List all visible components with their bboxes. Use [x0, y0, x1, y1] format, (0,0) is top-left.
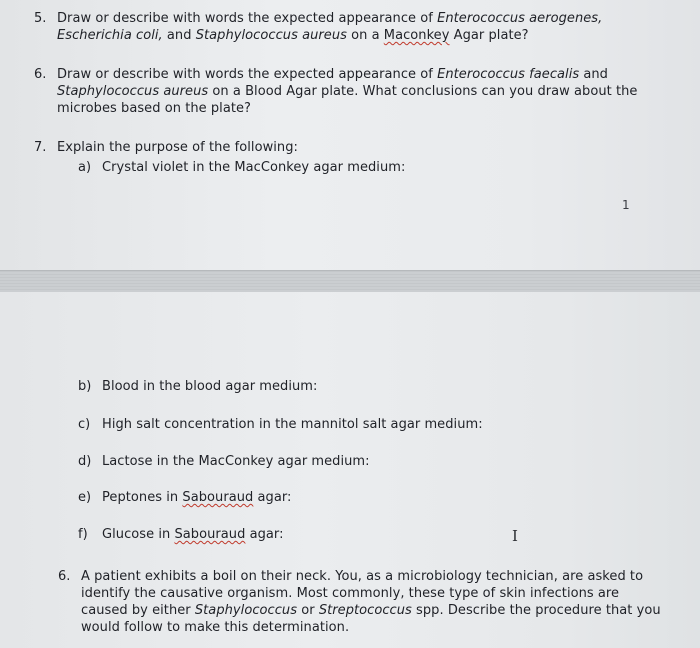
part-e-label: e) [78, 490, 92, 505]
question-6b-text: spp. Describe the procedure that you [411, 603, 661, 618]
spellcheck-word: Maconkey [383, 28, 450, 43]
part-e-text-end: agar: [253, 490, 292, 505]
part-d-label: d) [78, 454, 92, 469]
question-5-number: 5. [34, 11, 47, 26]
question-5-text: Agar plate? [449, 28, 529, 43]
question-6b-line-3 [81, 602, 661, 619]
question-5-line-2 [57, 27, 529, 44]
part-a-label: a) [78, 160, 92, 175]
part-c-label: c) [78, 417, 91, 432]
question-6-line-2 [57, 83, 637, 100]
part-c-text: High salt concentration in the mannitol salt agar medium: [102, 417, 483, 432]
part-f-label: f) [78, 527, 88, 542]
question-6-line-3: microbes based on the plate? [57, 101, 251, 116]
question-5-organism: Staphylococcus aureus [195, 28, 347, 43]
page-number: 1 [622, 198, 630, 212]
question-7-number: 7. [34, 140, 47, 155]
question-5-text: on a [346, 28, 384, 43]
question-6b-line-2: identify the causative organism. Most commonly, these type of skin infections are [81, 586, 620, 601]
part-f-text [102, 526, 284, 543]
question-6b-organism: Staphylococcus [194, 603, 298, 618]
part-e-text [102, 489, 291, 506]
part-f-text-end: agar: [245, 527, 284, 542]
part-b-label: b) [78, 379, 92, 394]
spellcheck-word: Sabouraud [182, 490, 254, 505]
question-6b-line-1: A patient exhibits a boil on their neck. You, as a microbiology technician, are asked to [81, 569, 644, 584]
question-5-text: and [162, 28, 196, 43]
question-6-text: Draw or describe with words the expected appearance of [57, 67, 438, 82]
question-6b-organism: Streptococcus [318, 603, 412, 618]
question-7-intro: Explain the purpose of the following: [57, 140, 298, 155]
question-6-number: 6. [34, 67, 47, 82]
spellcheck-word: Sabouraud [174, 527, 246, 542]
part-f-text-start: Glucose in [102, 527, 175, 542]
question-6-text: and [579, 67, 608, 82]
question-6b-line-4: would follow to make this determination. [81, 620, 350, 635]
question-5-organism: Escherichia coli, [57, 28, 163, 43]
question-6b-text: caused by either [81, 603, 195, 618]
text-cursor-icon: I [512, 527, 518, 545]
part-a-text: Crystal violet in the MacConkey agar medium: [102, 160, 406, 175]
page-separator [0, 270, 700, 294]
part-e-text-start: Peptones in [102, 490, 183, 505]
question-6b-number: 6. [58, 569, 71, 584]
question-6b-text: or [297, 603, 319, 618]
question-5-text: Draw or describe with words the expected appearance of [57, 11, 438, 26]
question-6-organism: Enterococcus faecalis [437, 67, 580, 82]
question-6-organism: Staphylococcus aureus [57, 84, 209, 99]
question-6-text: on a Blood Agar plate. What conclusions can you draw about the [208, 84, 638, 99]
question-5-organism: Enterococcus aerogenes, [437, 11, 603, 26]
question-6-line-1 [57, 66, 608, 83]
question-5-line-1 [57, 10, 602, 27]
part-d-text: Lactose in the MacConkey agar medium: [102, 454, 370, 469]
part-b-text: Blood in the blood agar medium: [102, 379, 318, 394]
